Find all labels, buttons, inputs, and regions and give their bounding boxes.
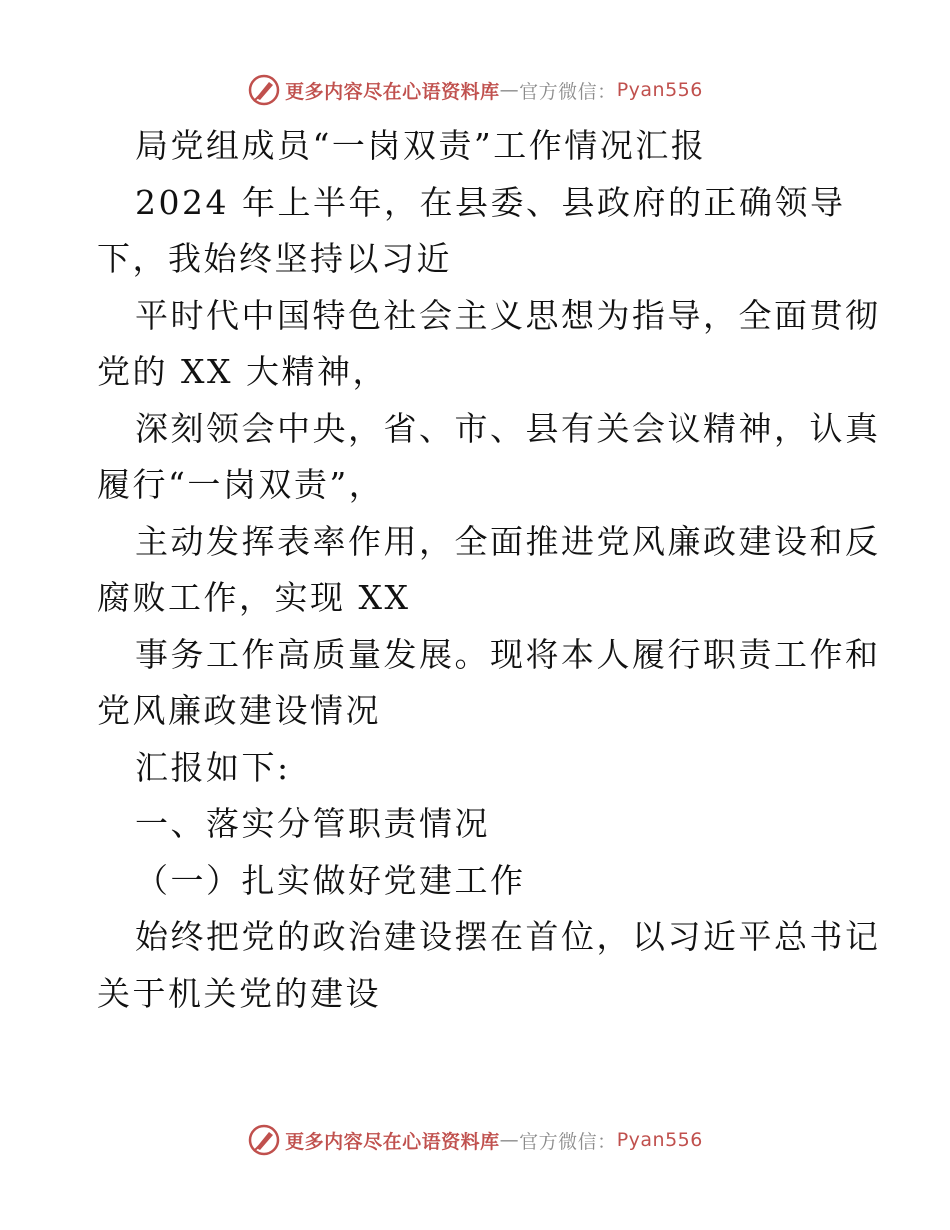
- paragraph-line: 始终把党的政治建设摆在首位，以习近平总书记: [135, 917, 881, 956]
- watermark-id: Pyan556: [616, 1129, 703, 1151]
- paragraph-line: 2024 年上半年，在县委、县政府的正确领导: [135, 182, 846, 222]
- paragraph-line: 深刻领会中央，省、市、县有关会议精神，认真: [135, 408, 881, 448]
- footer-watermark: [0, 1120, 950, 1160]
- paragraph-line: 党风廉政建设情况: [97, 691, 381, 730]
- section-heading: 一、落实分管职责情况: [135, 804, 490, 843]
- paragraph-line: 关于机关党的建设: [97, 973, 381, 1013]
- document-title: 局党组成员“一岗双责”工作情况汇报: [135, 126, 707, 165]
- paragraph-line: 汇报如下:: [135, 747, 291, 787]
- header-watermark: [0, 70, 950, 110]
- quill-logo-icon: [247, 73, 281, 107]
- watermark-label: 官方微信：: [519, 1130, 617, 1153]
- watermark-label: 官方微信：: [519, 80, 617, 103]
- watermark-id: Pyan556: [616, 79, 703, 101]
- watermark-separator: —: [499, 79, 520, 101]
- paragraph-line: 党的 XX 大精神，: [97, 352, 388, 391]
- paragraph-line: 事务工作高质量发展。现将本人履行职责工作和: [135, 634, 881, 674]
- watermark-separator: —: [499, 1129, 520, 1151]
- document-body: [97, 118, 881, 1022]
- watermark-main-text: 更多内容尽在心语资料库: [285, 1130, 500, 1153]
- paragraph-line: 主动发挥表率作用，全面推进党风廉政建设和反: [135, 521, 881, 561]
- quill-logo-icon: [247, 1123, 281, 1157]
- paragraph-line: 平时代中国特色社会主义思想为指导，全面贯彻: [135, 295, 881, 335]
- paragraph-line: 腐败工作，实现 XX: [97, 578, 411, 617]
- subsection-heading: （一）扎实做好党建工作: [135, 860, 526, 900]
- paragraph-line: 履行“一岗双责”，: [97, 465, 385, 504]
- paragraph-line: 下，我始终坚持以习近: [97, 239, 452, 278]
- watermark-main-text: 更多内容尽在心语资料库: [285, 80, 500, 103]
